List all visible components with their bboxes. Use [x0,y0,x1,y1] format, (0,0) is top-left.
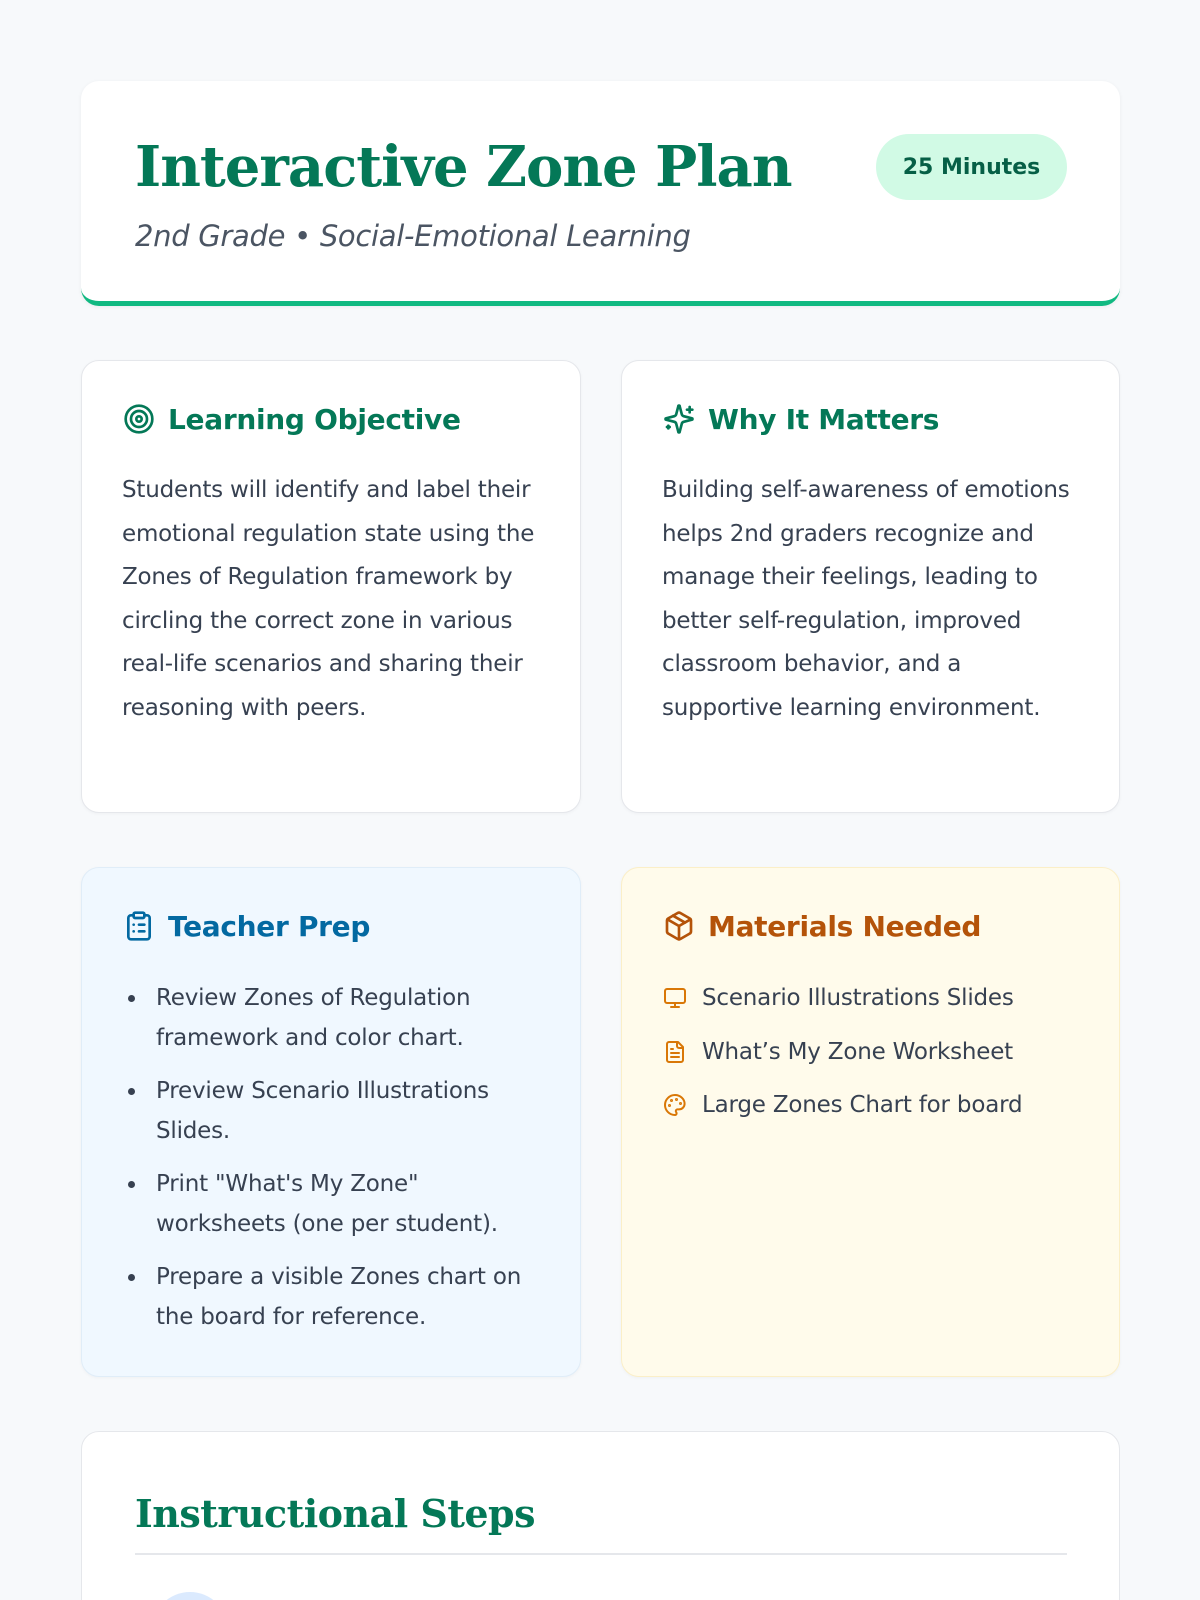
materials-needed-card [621,867,1120,1377]
header-card [81,81,1120,306]
bullet [128,1274,135,1281]
sparkles-icon [662,402,696,436]
why-it-matters-title: Why It Matters [708,402,940,436]
divider [135,1553,1067,1555]
prep-item-text: Prepare a visible Zones chart on the board for reference. [156,1264,522,1330]
bullet [128,995,135,1002]
file-text-icon [662,1039,688,1065]
learning-objective-header [122,399,461,439]
list-item [662,1085,1102,1125]
material-item-label: Scenario Illustrations Slides [702,985,1014,1011]
bullet [128,1181,135,1188]
materials-needed-header [662,906,981,946]
step-number-circle [152,1592,228,1600]
page-title: Interactive Zone Plan [135,134,792,200]
teacher-prep-card [81,867,581,1377]
material-item-label: Large Zones Chart for board [702,1092,1023,1118]
prep-item-text: Preview Scenario Illustrations Slides. [156,1078,489,1144]
bullet [128,1088,135,1095]
teacher-prep-title: Teacher Prep [168,909,371,943]
why-it-matters-card [621,360,1120,813]
teacher-prep-header [122,906,370,946]
learning-objective-card [81,360,581,813]
package-icon [662,909,696,943]
clipboard-list-icon [122,909,156,943]
learning-objective-text: Students will identify and label their emotional regulation state using the Zones of Regulation framework by circling the correct zone in various real-life scenarios and sharing their reasoning with peers. [122,477,535,721]
materials-list [662,978,1102,1139]
list-item [662,1032,1102,1072]
instructional-steps-title: Instructional Steps [135,1491,536,1536]
prep-item-text: Print "What's My Zone" worksheets (one per student). [156,1171,498,1237]
duration-badge: 25 Minutes [876,134,1067,200]
prep-item-text: Review Zones of Regulation framework and color chart. [156,985,471,1051]
list-item [662,978,1102,1018]
material-item-label: What’s My Zone Worksheet [702,1038,1013,1065]
list-item [122,1257,552,1337]
target-icon [122,402,156,436]
list-item [122,1164,552,1244]
instructional-steps-card [81,1431,1120,1600]
list-item [122,1071,552,1151]
palette-icon [662,1092,688,1118]
why-it-matters-header [662,399,939,439]
teacher-prep-list [122,978,552,1350]
learning-objective-title: Learning Objective [168,402,461,436]
page-subtitle: 2nd Grade • Social-Emotional Learning [135,219,691,253]
monitor-icon [662,985,688,1011]
materials-needed-title: Materials Needed [708,909,982,943]
list-item [122,978,552,1058]
why-it-matters-text: Building self-awareness of emotions helps 2nd graders recognize and manage their feelings, leading to better self-regulation, improved classroom behavior, and a supportive learning environment. [662,477,1070,721]
